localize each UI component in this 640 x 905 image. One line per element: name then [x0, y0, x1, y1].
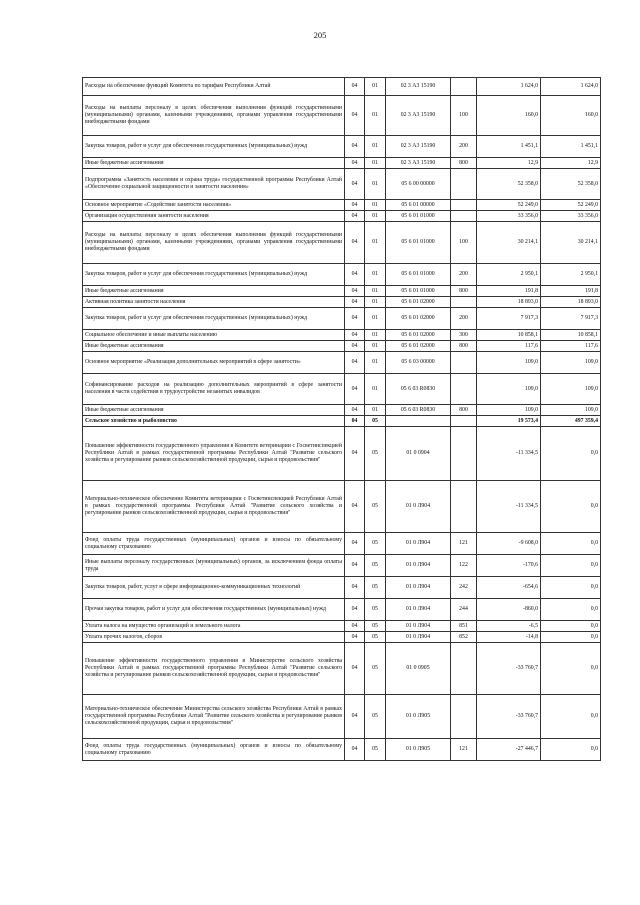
- expense-type-cell: [451, 169, 477, 200]
- row-name-cell: Основное мероприятие «Реализация дополнительных мероприятий в сфере занятости»: [83, 352, 345, 374]
- budget-table-body: [83, 78, 601, 761]
- amount-total-cell: 0,0: [541, 427, 601, 481]
- amount-change-cell: 52 249,0: [477, 200, 541, 211]
- subsection-code-cell: 05: [365, 555, 386, 577]
- table-row: [83, 599, 601, 621]
- table-row: [83, 555, 601, 577]
- table-row: [83, 330, 601, 341]
- amount-change-cell: 12,9: [477, 158, 541, 169]
- expense-type-cell: 100: [451, 96, 477, 136]
- section-code-cell: 04: [345, 481, 365, 533]
- table-row: [83, 416, 601, 427]
- expense-type-cell: [451, 416, 477, 427]
- subsection-code-cell: 05: [365, 427, 386, 481]
- row-name-cell: Расходы на выплаты персоналу в целях обеспечения выполнения функций государственными (муниципальными) органами, казенными учреждениями, органами управления государственными внебюджетными фондами: [83, 96, 345, 136]
- expense-type-cell: 851: [451, 621, 477, 632]
- section-code-cell: 04: [345, 533, 365, 555]
- row-name-cell: Расходы на обеспечение функций Комитета по тарифам Республики Алтай: [83, 78, 345, 96]
- expense-type-cell: [451, 695, 477, 739]
- row-name-cell: Уплата прочих налогов, сборов: [83, 632, 345, 643]
- amount-total-cell: 1 624,0: [541, 78, 601, 96]
- subsection-code-cell: 01: [365, 96, 386, 136]
- subsection-code-cell: 01: [365, 297, 386, 308]
- target-article-cell: 01 0 Л904: [386, 481, 451, 533]
- subsection-code-cell: 05: [365, 632, 386, 643]
- amount-change-cell: 33 356,0: [477, 211, 541, 222]
- subsection-code-cell: 01: [365, 158, 386, 169]
- amount-change-cell: -14,8: [477, 632, 541, 643]
- table-row: [83, 643, 601, 695]
- section-code-cell: 04: [345, 416, 365, 427]
- section-code-cell: 04: [345, 352, 365, 374]
- section-code-cell: 04: [345, 643, 365, 695]
- row-name-cell: Уплата налога на имущество организаций и земельного налога: [83, 621, 345, 632]
- row-name-cell: Фонд оплаты труда государственных (муниципальных) органов и взносы по обязательному социальному страхованию: [83, 739, 345, 761]
- row-name-cell: Расходы на выплаты персоналу в целях обеспечения выполнения функций государственными (муниципальными) органами, казенными учреждениями, органами управления государственными внебюджетными фондами: [83, 222, 345, 264]
- row-name-cell: Материально-техническое обеспечение Комитета ветеринарии с Госветинспекцией Республики Алтай в рамках государственной программы Республики Алтай "Развитие сельского хозяйства и регулирование рынков сельскохозяйственной продукции, сырья и продовольствия": [83, 481, 345, 533]
- expense-type-cell: 121: [451, 533, 477, 555]
- target-article-cell: 05 6 00 00000: [386, 169, 451, 200]
- subsection-code-cell: 01: [365, 286, 386, 297]
- table-row: [83, 169, 601, 200]
- target-article-cell: 05 6 01 00000: [386, 200, 451, 211]
- target-article-cell: 05 6 01 01000: [386, 286, 451, 297]
- subsection-code-cell: 01: [365, 264, 386, 286]
- row-name-cell: Иные бюджетные ассигнования: [83, 286, 345, 297]
- section-code-cell: 04: [345, 169, 365, 200]
- subsection-code-cell: 05: [365, 481, 386, 533]
- table-row: [83, 739, 601, 761]
- table-row: [83, 427, 601, 481]
- amount-total-cell: 33 356,0: [541, 211, 601, 222]
- subsection-code-cell: 01: [365, 222, 386, 264]
- amount-change-cell: 1 451,1: [477, 136, 541, 158]
- target-article-cell: 02 3 А3 15190: [386, 78, 451, 96]
- subsection-code-cell: 05: [365, 643, 386, 695]
- section-code-cell: 04: [345, 577, 365, 599]
- section-code-cell: 04: [345, 621, 365, 632]
- subsection-code-cell: 05: [365, 416, 386, 427]
- amount-total-cell: 18 893,0: [541, 297, 601, 308]
- subsection-code-cell: 01: [365, 211, 386, 222]
- expense-type-cell: 800: [451, 405, 477, 416]
- section-code-cell: 04: [345, 158, 365, 169]
- target-article-cell: [386, 416, 451, 427]
- table-row: [83, 158, 601, 169]
- expense-type-cell: [451, 643, 477, 695]
- amount-total-cell: 0,0: [541, 555, 601, 577]
- table-row: [83, 577, 601, 599]
- page-number: 205: [313, 30, 327, 40]
- table-row: [83, 352, 601, 374]
- target-article-cell: 01 0 Л904: [386, 533, 451, 555]
- amount-change-cell: -860,0: [477, 599, 541, 621]
- amount-total-cell: 52 249,0: [541, 200, 601, 211]
- subsection-code-cell: 01: [365, 330, 386, 341]
- expense-type-cell: 200: [451, 308, 477, 330]
- amount-total-cell: 0,0: [541, 632, 601, 643]
- table-row: [83, 695, 601, 739]
- amount-change-cell: -33 760,7: [477, 643, 541, 695]
- row-name-cell: Закупка товаров, работ и услуг для обеспечения государственных (муниципальных) нужд: [83, 136, 345, 158]
- target-article-cell: 01 0 Л904: [386, 555, 451, 577]
- subsection-code-cell: 01: [365, 352, 386, 374]
- row-name-cell: Подпрограмма «Занятость населения и охрана труда» государственной программы Республики Алтай «Обеспечение социальной защищенности и занятости населения»: [83, 169, 345, 200]
- row-name-cell: Закупка товаров, работ, услуг в сфере информационно-коммуникационных технологий: [83, 577, 345, 599]
- amount-change-cell: -33 760,7: [477, 695, 541, 739]
- row-name-cell: Закупка товаров, работ и услуг для обеспечения государственных (муниципальных) нужд: [83, 264, 345, 286]
- row-name-cell: Материально-техническое обеспечение Министерства сельского хозяйства Республики Алтай в рамках государственной программы Республики Алтай "Развитие сельского хозяйства и регулирование рынков сельскохозяйственной продукции, сырья и продовольствия": [83, 695, 345, 739]
- expense-type-cell: 800: [451, 286, 477, 297]
- target-article-cell: 01 0 Л904: [386, 599, 451, 621]
- subsection-code-cell: 01: [365, 308, 386, 330]
- table-row: [83, 297, 601, 308]
- expense-type-cell: [451, 78, 477, 96]
- amount-total-cell: 2 950,1: [541, 264, 601, 286]
- target-article-cell: 05 6 01 02000: [386, 297, 451, 308]
- amount-change-cell: -654,6: [477, 577, 541, 599]
- section-code-cell: 04: [345, 136, 365, 158]
- expense-type-cell: [451, 352, 477, 374]
- table-row: [83, 533, 601, 555]
- expense-type-cell: 800: [451, 158, 477, 169]
- amount-change-cell: 52 358,0: [477, 169, 541, 200]
- amount-change-cell: -170,6: [477, 555, 541, 577]
- target-article-cell: 02 3 А3 15190: [386, 136, 451, 158]
- section-code-cell: 04: [345, 405, 365, 416]
- row-name-cell: Активная политика занятости населения: [83, 297, 345, 308]
- amount-total-cell: 109,0: [541, 352, 601, 374]
- row-name-cell: Иные бюджетные ассигнования: [83, 405, 345, 416]
- table-row: [83, 96, 601, 136]
- table-row: [83, 286, 601, 297]
- section-code-cell: 04: [345, 222, 365, 264]
- amount-total-cell: 117,6: [541, 341, 601, 352]
- subsection-code-cell: 01: [365, 78, 386, 96]
- amount-total-cell: 0,0: [541, 739, 601, 761]
- target-article-cell: 01 0 0904: [386, 427, 451, 481]
- amount-total-cell: 7 917,3: [541, 308, 601, 330]
- section-code-cell: 04: [345, 78, 365, 96]
- subsection-code-cell: 01: [365, 405, 386, 416]
- amount-total-cell: 497 359,4: [541, 416, 601, 427]
- subsection-code-cell: 05: [365, 695, 386, 739]
- subsection-code-cell: 05: [365, 577, 386, 599]
- target-article-cell: 05 6 01 01000: [386, 222, 451, 264]
- amount-change-cell: 109,0: [477, 352, 541, 374]
- amount-total-cell: 0,0: [541, 599, 601, 621]
- row-name-cell: Иные бюджетные ассигнования: [83, 341, 345, 352]
- expense-type-cell: [451, 200, 477, 211]
- row-name-cell: Иные бюджетные ассигнования: [83, 158, 345, 169]
- expense-type-cell: [451, 211, 477, 222]
- target-article-cell: 05 6 01 01000: [386, 264, 451, 286]
- section-code-cell: 04: [345, 739, 365, 761]
- amount-change-cell: 10 858,1: [477, 330, 541, 341]
- section-code-cell: 04: [345, 599, 365, 621]
- target-article-cell: 05 6 01 02000: [386, 341, 451, 352]
- expense-type-cell: 300: [451, 330, 477, 341]
- target-article-cell: 05 6 01 02000: [386, 308, 451, 330]
- table-row: [83, 200, 601, 211]
- amount-total-cell: 0,0: [541, 621, 601, 632]
- subsection-code-cell: 01: [365, 169, 386, 200]
- section-code-cell: 04: [345, 200, 365, 211]
- amount-total-cell: 109,0: [541, 374, 601, 405]
- amount-change-cell: 1 624,0: [477, 78, 541, 96]
- section-code-cell: 04: [345, 96, 365, 136]
- section-code-cell: 04: [345, 555, 365, 577]
- expense-type-cell: 242: [451, 577, 477, 599]
- section-code-cell: 04: [345, 308, 365, 330]
- subsection-code-cell: 05: [365, 599, 386, 621]
- target-article-cell: 01 0 Л904: [386, 577, 451, 599]
- amount-change-cell: 19 573,4: [477, 416, 541, 427]
- section-code-cell: 04: [345, 695, 365, 739]
- expense-type-cell: 122: [451, 555, 477, 577]
- amount-change-cell: -9 608,0: [477, 533, 541, 555]
- amount-change-cell: 109,0: [477, 405, 541, 416]
- target-article-cell: 05 6 03 00000: [386, 352, 451, 374]
- amount-change-cell: 30 214,1: [477, 222, 541, 264]
- table-row: [83, 222, 601, 264]
- subsection-code-cell: 01: [365, 136, 386, 158]
- subsection-code-cell: 01: [365, 374, 386, 405]
- amount-total-cell: 0,0: [541, 533, 601, 555]
- amount-total-cell: 0,0: [541, 577, 601, 599]
- amount-change-cell: 191,8: [477, 286, 541, 297]
- section-code-cell: 04: [345, 297, 365, 308]
- section-code-cell: 04: [345, 341, 365, 352]
- expense-type-cell: [451, 481, 477, 533]
- expense-type-cell: 200: [451, 136, 477, 158]
- amount-total-cell: 0,0: [541, 481, 601, 533]
- amount-change-cell: 18 893,0: [477, 297, 541, 308]
- target-article-cell: 05 6 03 R0830: [386, 374, 451, 405]
- subsection-code-cell: 05: [365, 621, 386, 632]
- target-article-cell: 01 0 Л904: [386, 621, 451, 632]
- amount-change-cell: -6,5: [477, 621, 541, 632]
- table-row: [83, 481, 601, 533]
- row-name-cell: Повышение эффективности государственного управления в Министерстве сельского хозяйства Республики Алтай в рамках государственной программы Республики Алтай "Развитие сельского хозяйства и регулирование рынков сельскохозяйственной продукции, сырья и продовольствия": [83, 643, 345, 695]
- amount-total-cell: 30 214,1: [541, 222, 601, 264]
- subsection-code-cell: 01: [365, 200, 386, 211]
- amount-change-cell: 2 950,1: [477, 264, 541, 286]
- section-code-cell: 04: [345, 374, 365, 405]
- target-article-cell: 01 0 Л904: [386, 632, 451, 643]
- table-row: [83, 78, 601, 96]
- section-code-cell: 04: [345, 330, 365, 341]
- target-article-cell: 05 6 01 02000: [386, 330, 451, 341]
- expense-type-cell: [451, 297, 477, 308]
- section-code-cell: 04: [345, 286, 365, 297]
- table-row: [83, 405, 601, 416]
- expense-type-cell: 852: [451, 632, 477, 643]
- target-article-cell: 01 0 Л905: [386, 739, 451, 761]
- subsection-code-cell: 01: [365, 341, 386, 352]
- row-name-cell: Иные выплаты персоналу государственных (муниципальных) органов, за исключением фонда оплаты труда: [83, 555, 345, 577]
- amount-total-cell: 10 858,1: [541, 330, 601, 341]
- amount-change-cell: 160,0: [477, 96, 541, 136]
- row-name-cell: Основное мероприятие «Содействие занятости населения»: [83, 200, 345, 211]
- amount-total-cell: 0,0: [541, 695, 601, 739]
- target-article-cell: 01 0 Л905: [386, 695, 451, 739]
- row-name-cell: Социальное обеспечение и иные выплаты населению: [83, 330, 345, 341]
- amount-change-cell: -11 334,5: [477, 427, 541, 481]
- row-name-cell: Организация осуществления занятости населения: [83, 211, 345, 222]
- target-article-cell: 02 3 А3 15190: [386, 158, 451, 169]
- amount-total-cell: 160,0: [541, 96, 601, 136]
- amount-total-cell: 52 358,0: [541, 169, 601, 200]
- section-code-cell: 04: [345, 632, 365, 643]
- target-article-cell: 02 3 А3 15190: [386, 96, 451, 136]
- table-row: [83, 136, 601, 158]
- target-article-cell: 05 6 03 R0830: [386, 405, 451, 416]
- section-code-cell: 04: [345, 427, 365, 481]
- expense-type-cell: 121: [451, 739, 477, 761]
- section-code-cell: 04: [345, 264, 365, 286]
- row-name-cell: Повышение эффективности государственного управления в Комитете ветеринарии с Госветинспекцией Республики Алтай в рамках государственной программы Республики Алтай "Развитие сельского хозяйства и регулирование рынков сельскохозяйственной продукции, сырья и продовольствия": [83, 427, 345, 481]
- amount-total-cell: 1 451,1: [541, 136, 601, 158]
- expense-type-cell: 100: [451, 222, 477, 264]
- row-name-cell: Закупка товаров, работ и услуг для обеспечения государственных (муниципальных) нужд: [83, 308, 345, 330]
- target-article-cell: 01 0 0905: [386, 643, 451, 695]
- table-row: [83, 341, 601, 352]
- table-row: [83, 374, 601, 405]
- amount-change-cell: 117,6: [477, 341, 541, 352]
- expense-type-cell: 244: [451, 599, 477, 621]
- expense-type-cell: [451, 427, 477, 481]
- expense-type-cell: [451, 374, 477, 405]
- amount-total-cell: 0,0: [541, 643, 601, 695]
- row-name-cell: Фонд оплаты труда государственных (муниципальных) органов и взносы по обязательному социальному страхованию: [83, 533, 345, 555]
- budget-table: [82, 77, 601, 761]
- amount-change-cell: -27 446,7: [477, 739, 541, 761]
- amount-total-cell: 109,0: [541, 405, 601, 416]
- expense-type-cell: 800: [451, 341, 477, 352]
- amount-change-cell: -11 334,5: [477, 481, 541, 533]
- table-row: [83, 632, 601, 643]
- amount-total-cell: 12,9: [541, 158, 601, 169]
- amount-change-cell: 109,0: [477, 374, 541, 405]
- table-row: [83, 211, 601, 222]
- subsection-code-cell: 05: [365, 533, 386, 555]
- target-article-cell: 05 6 01 01000: [386, 211, 451, 222]
- table-row: [83, 621, 601, 632]
- section-code-cell: 04: [345, 211, 365, 222]
- expense-type-cell: 200: [451, 264, 477, 286]
- table-row: [83, 264, 601, 286]
- row-name-cell: Прочая закупка товаров, работ и услуг для обеспечения государственных (муниципальных) нужд: [83, 599, 345, 621]
- amount-total-cell: 191,8: [541, 286, 601, 297]
- amount-change-cell: 7 917,3: [477, 308, 541, 330]
- subsection-code-cell: 05: [365, 739, 386, 761]
- table-row: [83, 308, 601, 330]
- row-name-cell: Софинансирование расходов на реализацию дополнительных мероприятий в сфере занятости населения в части содействия в трудоустройстве незанятых инвалидов: [83, 374, 345, 405]
- row-name-cell: Сельское хозяйство и рыболовство: [83, 416, 345, 427]
